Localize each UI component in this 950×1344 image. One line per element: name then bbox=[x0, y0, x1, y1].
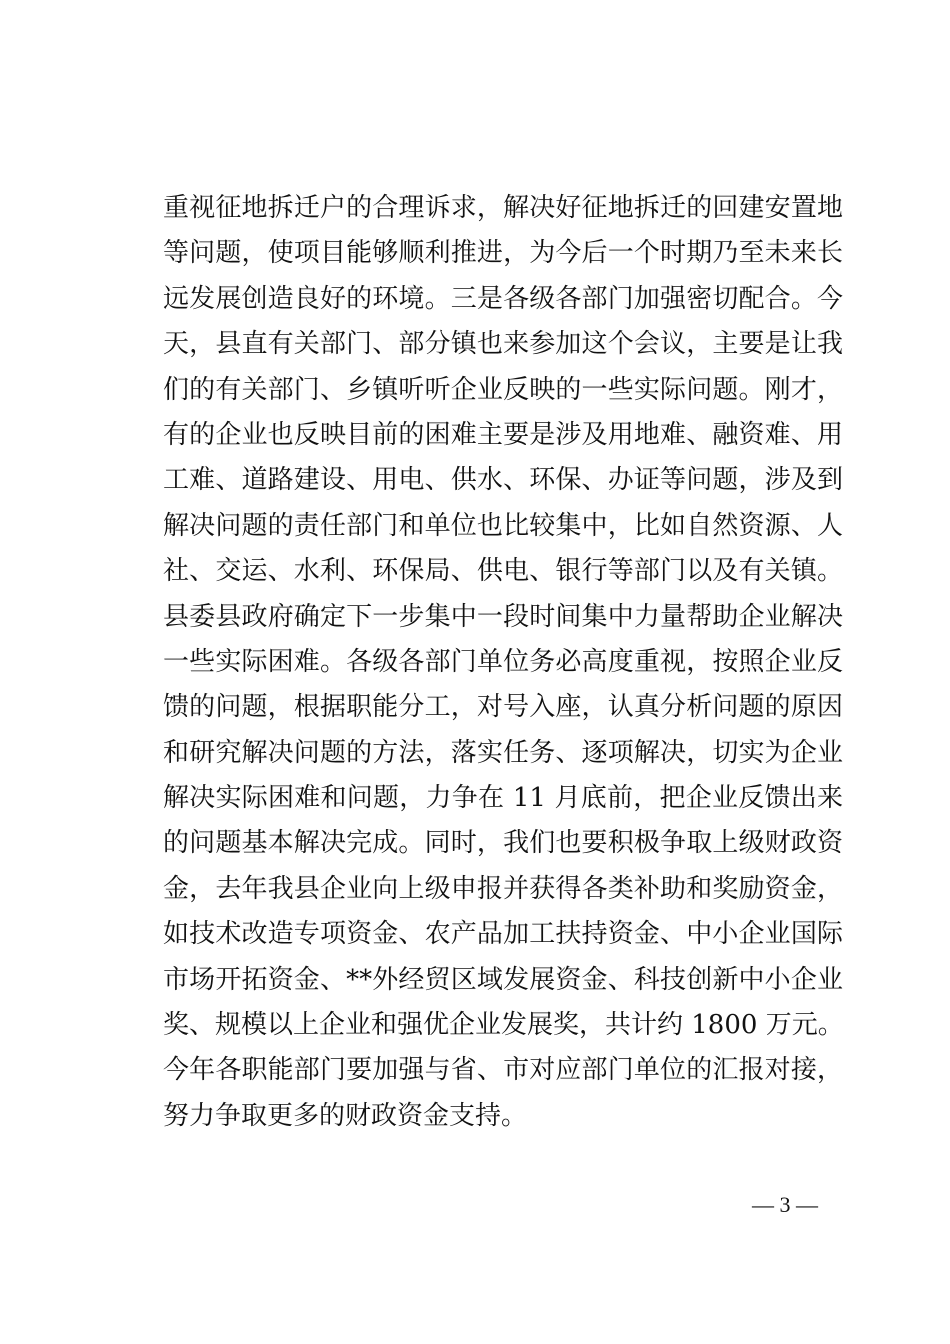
text-line: 如技术改造专项资金、农产品加工扶持资金、中小企业国际 bbox=[163, 919, 843, 950]
text-line: 远发展创造良好的环境。三是各级各部门加强密切配合。今 bbox=[163, 283, 843, 314]
text-line: 馈的问题，根据职能分工，对号入座，认真分析问题的原因 bbox=[163, 692, 843, 723]
text-line: 和研究解决问题的方法，落实任务、逐项解决，切实为企业 bbox=[163, 737, 843, 768]
text-line: 社、交运、水利、环保局、供电、银行等部门以及有关镇。 bbox=[163, 556, 843, 587]
text-line: 市场开拓资金、**外经贸区域发展资金、科技创新中小企业 bbox=[163, 964, 843, 995]
text-line: 努力争取更多的财政资金支持。 bbox=[163, 1100, 528, 1131]
text-line: 工难、道路建设、用电、供水、环保、办证等问题，涉及到 bbox=[163, 465, 843, 496]
text-line: 奖、规模以上企业和强优企业发展奖，共计约 1800 万元。 bbox=[163, 1010, 844, 1041]
text-line: 解决问题的责任部门和单位也比较集中，比如自然资源、人 bbox=[163, 510, 843, 541]
text-line: 等问题，使项目能够顺利推进，为今后一个时期乃至未来长 bbox=[163, 238, 843, 269]
text-line: 金，去年我县企业向上级申报并获得各类补助和奖励资金， bbox=[163, 873, 843, 904]
text-line: 一些实际困难。各级各部门单位务必高度重视，按照企业反 bbox=[163, 646, 843, 677]
text-line: 重视征地拆迁户的合理诉求，解决好征地拆迁的回建安置地 bbox=[163, 193, 843, 223]
text-line: 有的企业也反映目前的困难主要是涉及用地难、融资难、用 bbox=[163, 419, 843, 450]
text-line: 解决实际困难和问题，力争在 11 月底前，把企业反馈出来 bbox=[163, 783, 843, 814]
text-line: 天，县直有关部门、部分镇也来参加这个会议，主要是让我 bbox=[163, 329, 843, 360]
text-line: 的问题基本解决完成。同时，我们也要积极争取上级财政资 bbox=[163, 828, 843, 859]
text-line: 县委县政府确定下一步集中一段时间集中力量帮助企业解决 bbox=[163, 601, 843, 632]
page-number: — 3 — bbox=[752, 1192, 818, 1217]
body-text bbox=[163, 186, 843, 1139]
text-line: 们的有关部门、乡镇听听企业反映的一些实际问题。刚才， bbox=[163, 374, 843, 405]
text-line: 今年各职能部门要加强与省、市对应部门单位的汇报对接， bbox=[163, 1055, 843, 1086]
